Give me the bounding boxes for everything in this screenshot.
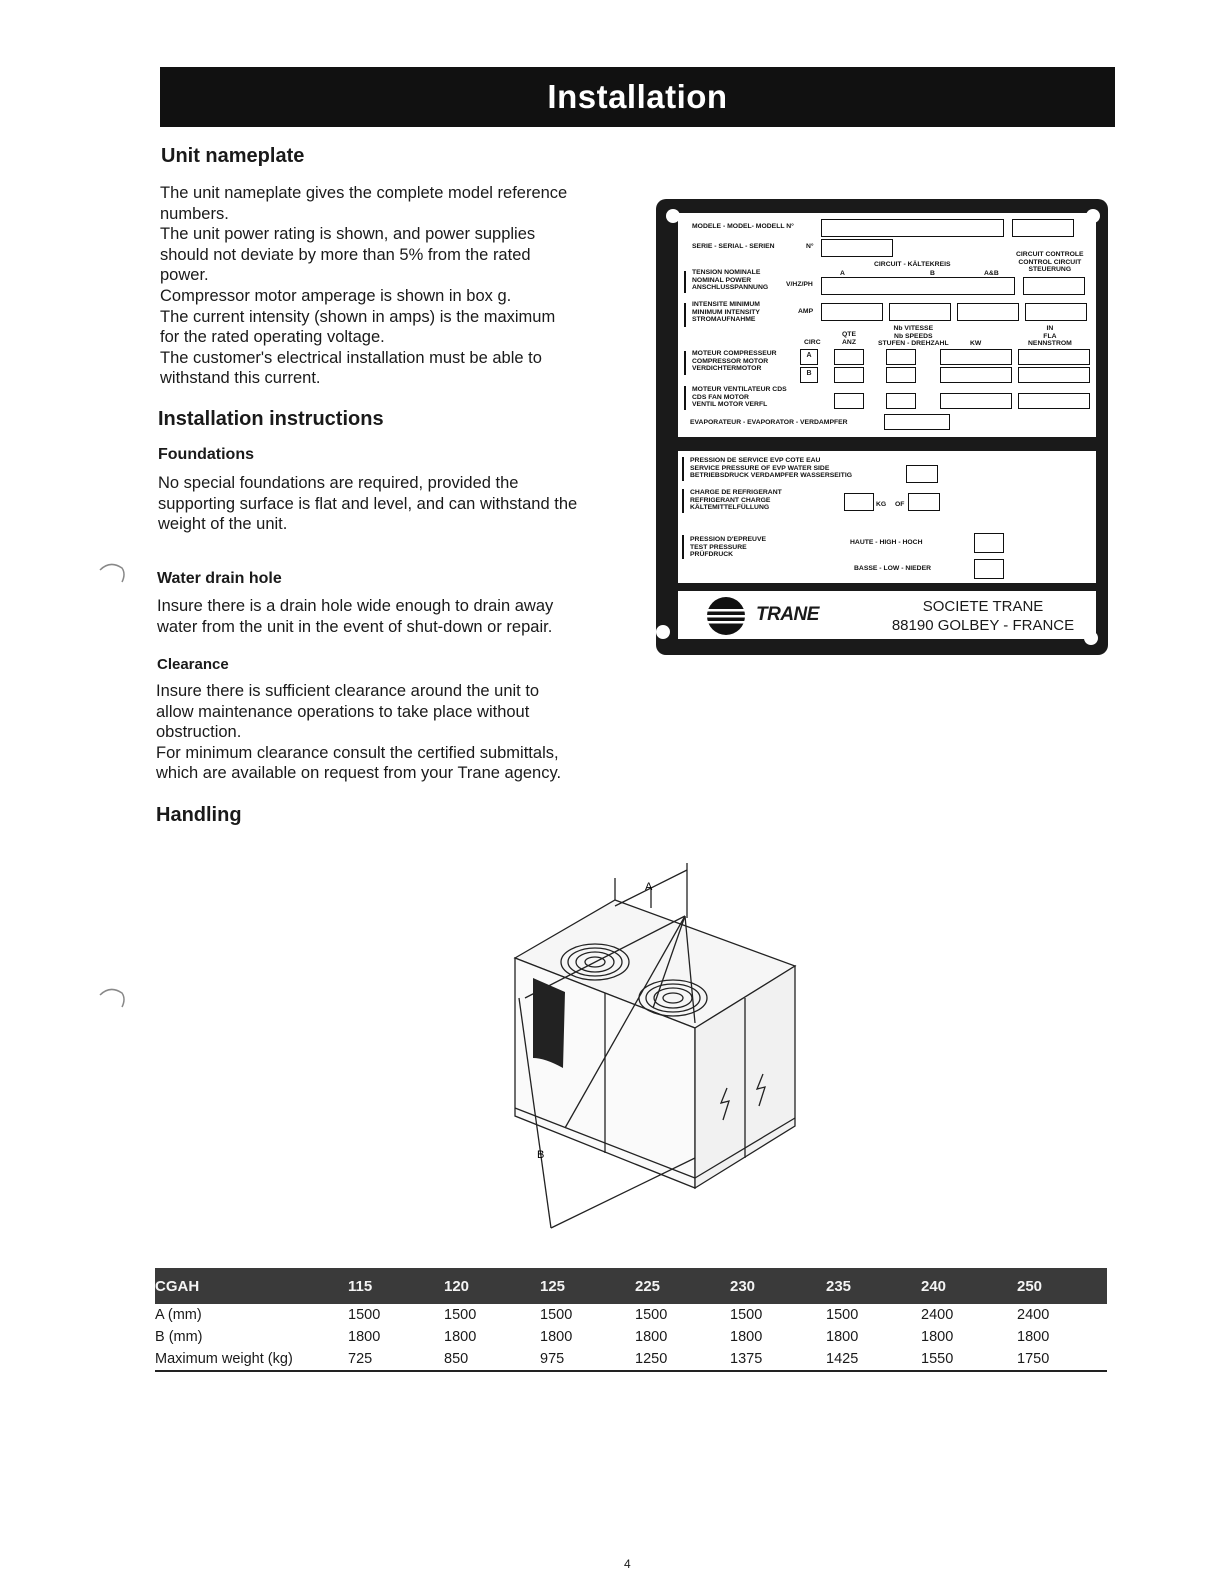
- speeds-b-field: [886, 367, 916, 383]
- table-header-cell: 235: [826, 1268, 921, 1304]
- kg-label: KG: [876, 501, 887, 508]
- clearance-heading: Clearance: [157, 656, 229, 673]
- speeds-a-field: [886, 349, 916, 365]
- tension-label: TENSION NOMINALE NOMINAL POWER ANSCHLUSSPANNUNG: [692, 269, 769, 292]
- table-row: B (mm) 1800 1800 1800 1800 1800 1800 1800 1800: [155, 1329, 1050, 1345]
- charge-of-field: [908, 493, 940, 511]
- amp-field-control: [1025, 303, 1087, 321]
- page-number: 4: [624, 1557, 631, 1571]
- nameplate-text: The unit nameplate gives the complete model reference numbers. The unit power rating is shown, and power supplies should not deviate by more than 5% from the rated power. Compressor motor amperage is shown in box g. The current intensity (shown in amps) is the maximum for the rated operating voltage. The customer's electrical installation must be able to withstand this current.: [160, 184, 568, 388]
- table-header-cell: 250: [1017, 1268, 1107, 1304]
- nameplate-electrical-panel: [678, 213, 1096, 437]
- circuit-a-label: A: [840, 270, 845, 277]
- high-label: HAUTE - HIGH - HOCH: [850, 539, 923, 546]
- binder-hole-mark-icon: [96, 560, 136, 590]
- fla-a-field: [1018, 349, 1090, 365]
- test-pressure-label: PRESSION D'EPREUVE TEST PRESSURE PRÜFDRUCK: [690, 536, 767, 559]
- circ-label: CIRC: [804, 339, 821, 346]
- high-pressure-field: [974, 533, 1004, 553]
- fan-speeds-field: [886, 393, 916, 409]
- refrigerant-charge-label: CHARGE DE REFRIGERANT REFRIGERANT CHARGE KÄLTEMITTELFÜLLUNG: [690, 489, 782, 512]
- amp-field-a: [821, 303, 883, 321]
- foundations-text: No special foundations are required, provided the supporting surface is flat and level, and can withstand the weight of the unit.: [158, 474, 578, 534]
- serial-no-label: N°: [806, 243, 814, 250]
- trane-logo-icon: [704, 596, 748, 636]
- amp-label: AMP: [798, 308, 814, 315]
- speeds-label: Nb VITESSE Nb SPEEDS STUFEN - DREHZAHL: [878, 325, 949, 348]
- nameplate-pressure-panel: [678, 451, 1096, 583]
- page-title: Installation: [547, 78, 728, 115]
- model-field-2: [1012, 219, 1074, 237]
- binder-hole-mark-icon: [96, 985, 136, 1015]
- circuit-b-label: B: [930, 270, 935, 277]
- circuit-label: CIRCUIT - KÄLTEKREIS: [874, 261, 951, 268]
- nameplate-brand-panel: [678, 591, 1096, 639]
- table-header-cell: 120: [444, 1268, 540, 1304]
- table-header-cell: 125: [540, 1268, 635, 1304]
- amp-field-ab: [957, 303, 1019, 321]
- voltage-field: [821, 277, 1015, 295]
- kw-b-field: [940, 367, 1012, 383]
- kw-a-field: [940, 349, 1012, 365]
- amp-field-b: [889, 303, 951, 321]
- service-pressure-label: PRESSION DE SERVICE EVP COTE EAU SERVICE PRESSURE OF EVP WATER SIDE BETRIEBSDRUCK VERDAMPFER WASSERSEITIG: [690, 457, 853, 480]
- foundations-heading: Foundations: [158, 446, 254, 463]
- control-voltage-field: [1023, 277, 1085, 295]
- table-header-cell: CGAH: [155, 1268, 348, 1304]
- table-header-cell: 115: [348, 1268, 444, 1304]
- model-label: MODELE - MODEL- MODELL N°: [692, 223, 794, 230]
- of-label: OF: [895, 501, 905, 508]
- drain-text: Insure there is a drain hole wide enough to drain away water from the unit in the event of shut-down or repair.: [157, 597, 554, 636]
- fan-motor-label: MOTEUR VENTILATEUR CDS CDS FAN MOTOR VENTIL MOTOR VERFL: [692, 386, 787, 409]
- circuit-ab-label: A&B: [984, 270, 999, 277]
- evaporator-label: EVAPORATEUR - EVAPORATOR - VERDAMPFER: [690, 419, 848, 426]
- screw-hole-icon: [656, 625, 670, 639]
- table-row: A (mm) 1500 1500 1500 1500 1500 1500 2400 2400: [155, 1307, 1050, 1323]
- dimension-weight-table: [155, 1268, 1107, 1372]
- nameplate-heading: Unit nameplate: [161, 145, 305, 167]
- table-header-cell: 225: [635, 1268, 730, 1304]
- clearance-text: Insure there is sufficient clearance around the unit to allow maintenance operations to take place without obstruction. For minimum clearance consult the certified submittals, which are available on request from your Trane agency.: [156, 682, 562, 783]
- model-field: [821, 219, 1004, 237]
- instructions-heading: Installation instructions: [158, 408, 384, 430]
- table-header-cell: 230: [730, 1268, 826, 1304]
- compressor-label: MOTEUR COMPRESSEUR COMPRESSOR MOTOR VERDICHTERMOTOR: [692, 350, 777, 373]
- trane-brand-text: TRANE: [756, 604, 819, 625]
- kw-label: KW: [970, 340, 982, 347]
- dimension-b-label: B: [537, 1149, 545, 1161]
- low-pressure-field: [974, 559, 1004, 579]
- handling-diagram: [505, 858, 815, 1243]
- qte-b-field: [834, 367, 864, 383]
- fla-b-field: [1018, 367, 1090, 383]
- intensity-label: INTENSITE MINIMUM MINIMUM INTENSITY STROMAUFNAHME: [692, 301, 760, 324]
- drain-heading: Water drain hole: [157, 570, 282, 587]
- fan-fla-field: [1018, 393, 1090, 409]
- table-header-cell: 240: [921, 1268, 1017, 1304]
- serial-label: SERIE - SERIAL - SERIEN: [692, 243, 775, 250]
- qte-label: QTE ANZ: [842, 331, 856, 346]
- company-address: SOCIETE TRANE 88190 GOLBEY - FRANCE: [891, 598, 1075, 634]
- circuit-b-box: B: [800, 367, 818, 383]
- handling-heading: Handling: [156, 804, 242, 826]
- unit-nameplate: [656, 199, 1108, 655]
- control-circuit-label: CIRCUIT CONTROLE CONTROL CIRCUIT STEUERUNG: [1016, 251, 1084, 274]
- fan-qte-field: [834, 393, 864, 409]
- service-pressure-field: [906, 465, 938, 483]
- fla-label: IN FLA NENNSTROM: [1028, 325, 1072, 348]
- fan-kw-field: [940, 393, 1012, 409]
- dimension-a-label: A: [645, 881, 653, 893]
- serial-field: [821, 239, 893, 257]
- qte-a-field: [834, 349, 864, 365]
- evaporator-field: [884, 414, 950, 430]
- low-label: BASSE - LOW - NIEDER: [854, 565, 932, 572]
- vhzph-label: V/HZ/PH: [786, 281, 813, 288]
- table-row: Maximum weight (kg) 725 850 975 1250 1375 1425 1550 1750: [155, 1348, 1107, 1371]
- circuit-a-box: A: [800, 349, 818, 365]
- page-banner: [160, 67, 1115, 127]
- charge-kg-field: [844, 493, 874, 511]
- table-header-row: [155, 1268, 1107, 1304]
